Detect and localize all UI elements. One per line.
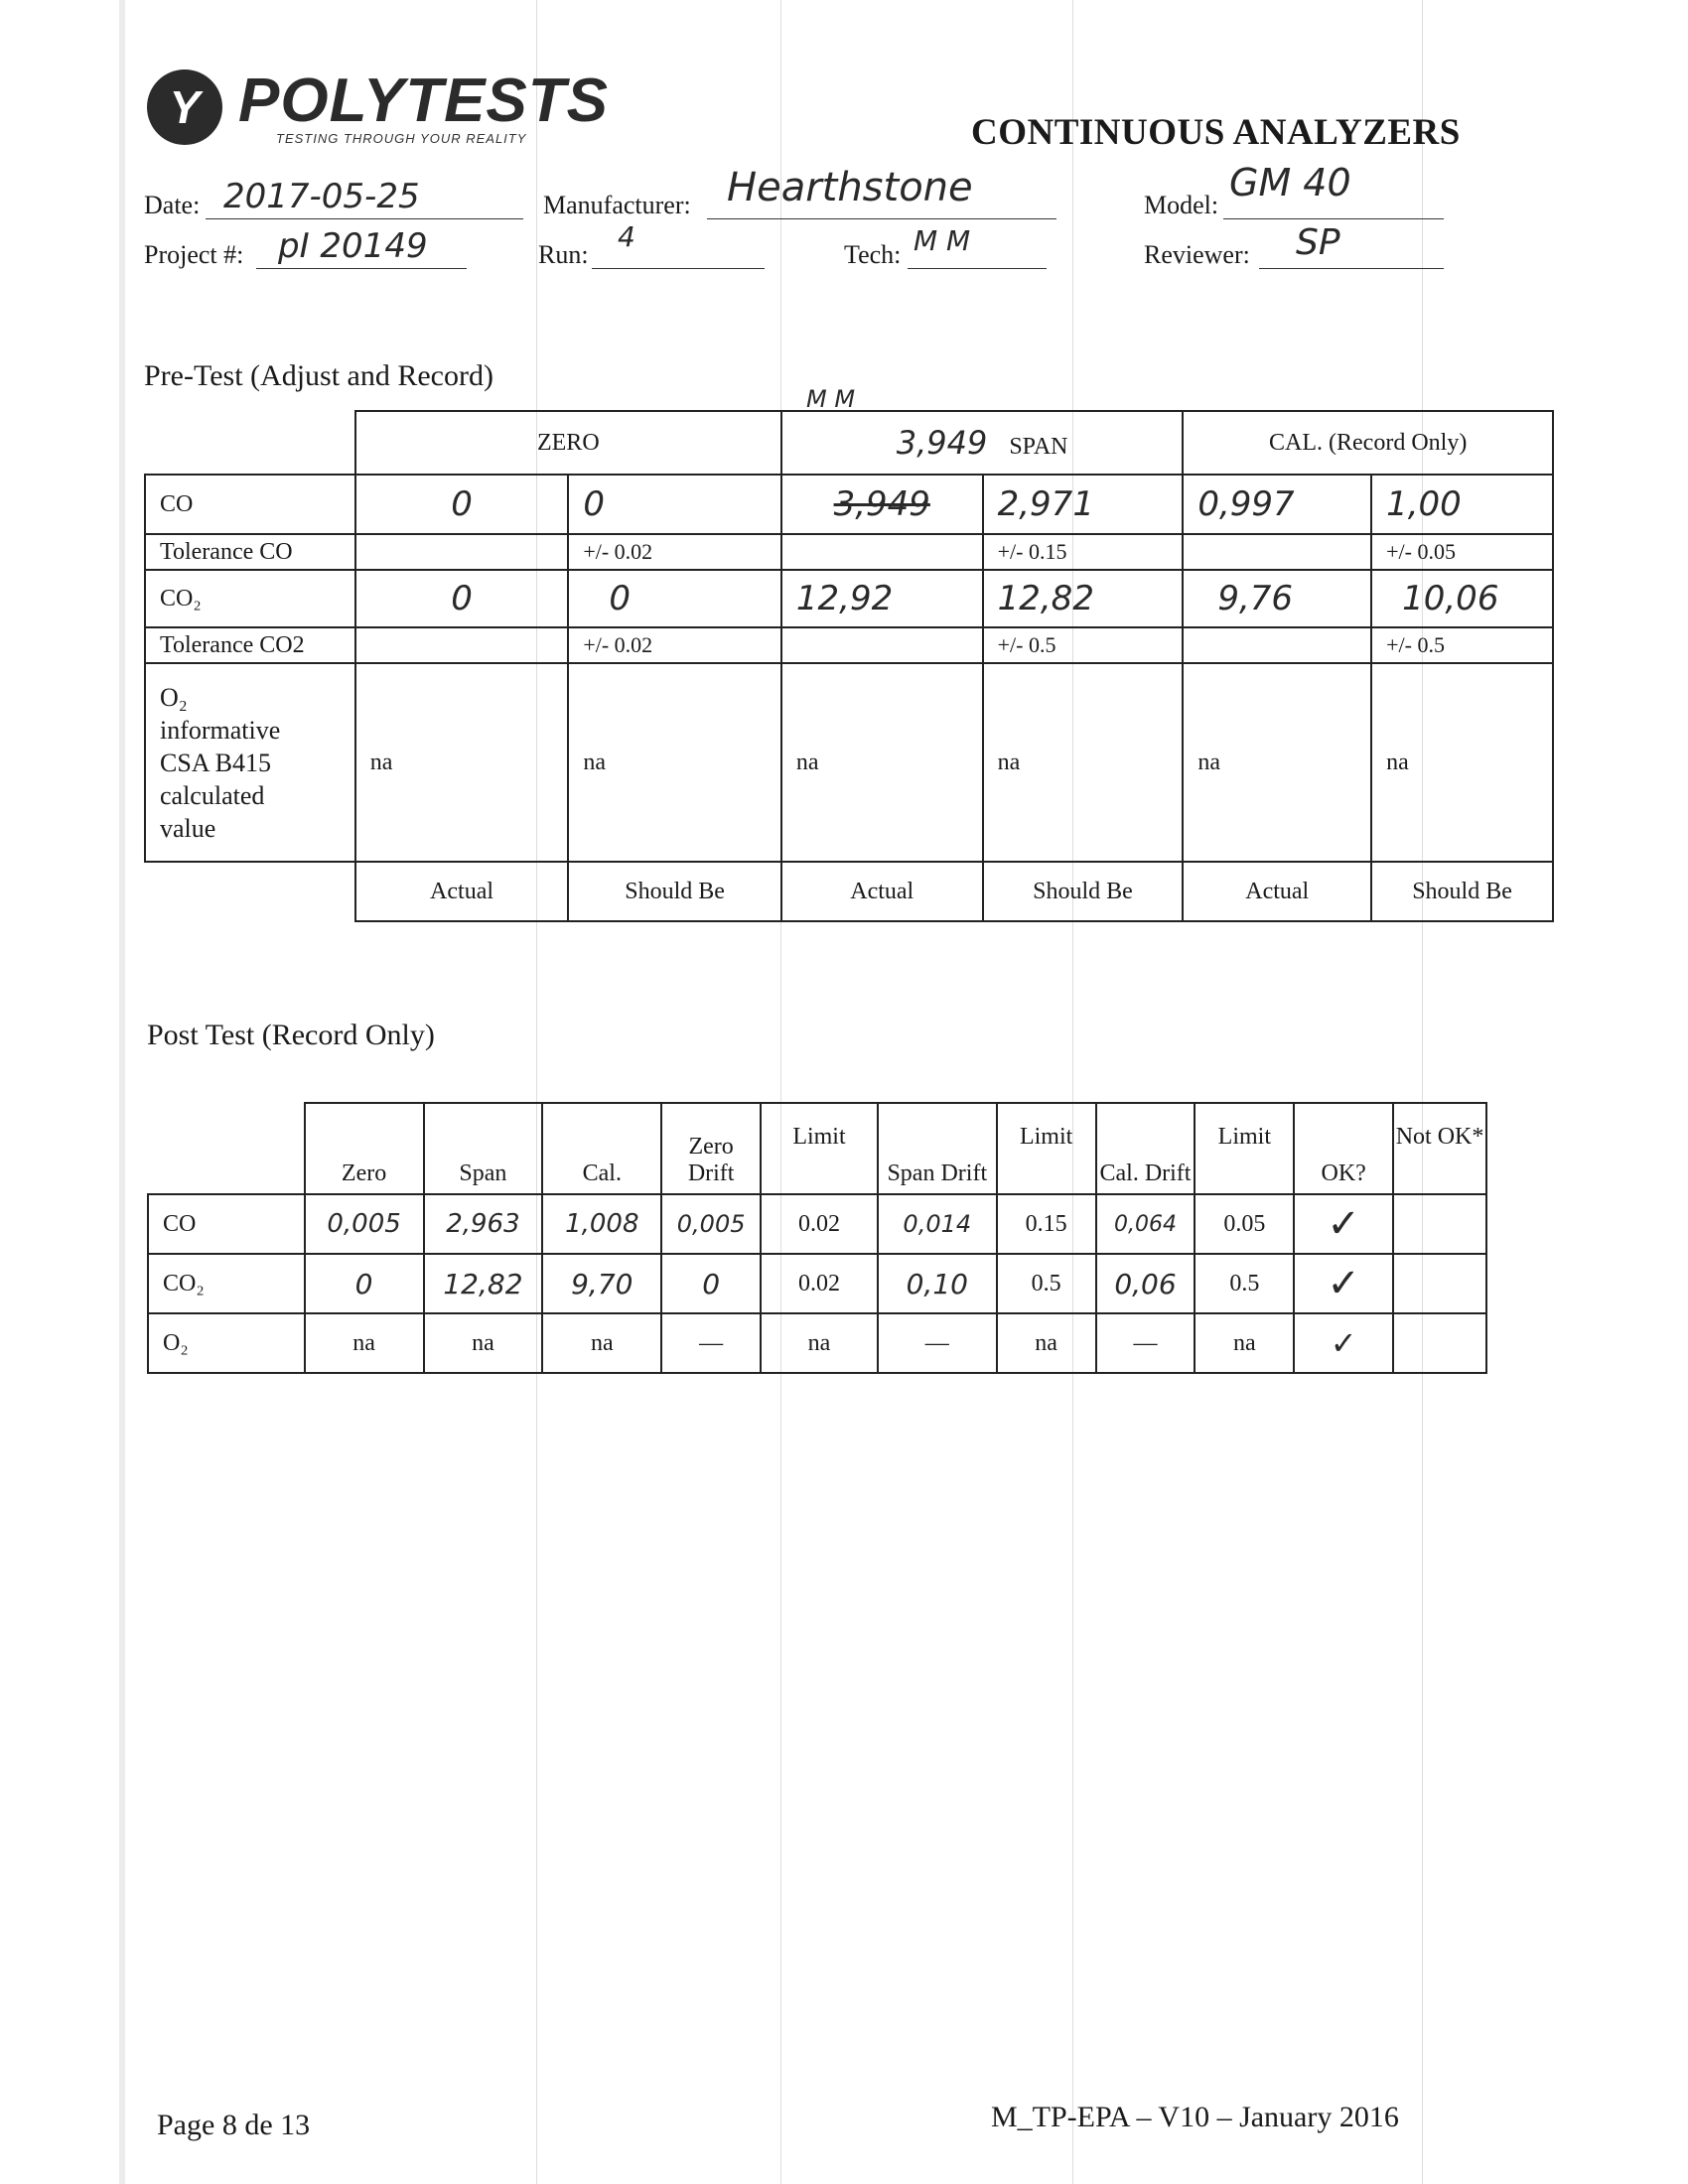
o2-span: na	[424, 1313, 543, 1373]
posttest-table	[147, 1102, 1487, 1374]
co2-span-limit: 0.5	[997, 1254, 1096, 1313]
col-label: Should Be	[568, 862, 781, 921]
co2-zero-should-be: 0	[568, 570, 781, 627]
o2-cal-should-be: na	[1371, 663, 1553, 862]
co2-zero-actual: 0	[355, 570, 569, 627]
co2-zero-drift: 0	[661, 1254, 761, 1313]
pretest-row-tol-co2	[145, 627, 1553, 663]
col-header: Span Drift	[878, 1103, 997, 1194]
co2-span-drift: 0,10	[878, 1254, 997, 1313]
co-span: 2,963	[424, 1194, 543, 1254]
date-value: 2017-05-25	[223, 177, 420, 216]
co-zero-should-be: 0	[568, 475, 781, 534]
col-header: Span	[424, 1103, 543, 1194]
col-header: Limit	[997, 1103, 1096, 1194]
row-label-o2	[145, 663, 355, 862]
pretest-row-tol-co	[145, 534, 1553, 570]
row-label-tol-co2: Tolerance CO2	[145, 627, 355, 663]
o2-ok-check: ✓	[1294, 1313, 1393, 1373]
co2-cal-actual: 9,76	[1183, 570, 1371, 627]
posttest-corner	[148, 1103, 305, 1194]
posttest-header-row	[148, 1103, 1486, 1194]
co-span-actual: 3,949	[781, 475, 983, 534]
co2-span: 12,82	[424, 1254, 543, 1313]
co2-cal: 9,70	[542, 1254, 661, 1313]
posttest-row-co	[148, 1194, 1486, 1254]
col-header: Zero	[305, 1103, 424, 1194]
o2-zero-limit: na	[761, 1313, 878, 1373]
co2-span-actual: 12,92	[781, 570, 983, 627]
tol-co2-cal: +/- 0.5	[1371, 627, 1553, 663]
pretest-row-co	[145, 475, 1553, 534]
tol-co-cal-actual	[1183, 534, 1371, 570]
posttest-row-o2	[148, 1313, 1486, 1373]
pretest-footer-row	[145, 862, 1553, 921]
tol-co2-span-actual	[781, 627, 983, 663]
o2-label-line: O₂	[160, 682, 188, 712]
co2-cal-should-be: 10,06	[1371, 570, 1553, 627]
reviewer-underline	[1259, 268, 1444, 269]
page-number: Page 8 de 13	[157, 2109, 311, 2141]
co-zero-drift: 0,005	[661, 1194, 761, 1254]
o2-label-line: informative	[160, 715, 281, 745]
zero-header: ZERO	[355, 411, 781, 475]
pretest-header-row	[145, 411, 1553, 475]
pretest-row-co2	[145, 570, 1553, 627]
pretest-row-o2	[145, 663, 1553, 862]
co-span-limit: 0.15	[997, 1194, 1096, 1254]
tol-co2-zero: +/- 0.02	[568, 627, 781, 663]
co2-span-should-be: 12,82	[983, 570, 1184, 627]
model-value: GM 40	[1229, 161, 1351, 205]
logo-tagline: TESTING THROUGH YOUR REALITY	[276, 131, 527, 146]
model-label: Model:	[1144, 191, 1219, 219]
col-header: Zero Drift	[661, 1103, 761, 1194]
scan-line	[1422, 0, 1423, 2184]
co-cal: 1,008	[542, 1194, 661, 1254]
pretest-title: Pre-Test (Adjust and Record)	[144, 359, 493, 392]
co2-zero: 0	[305, 1254, 424, 1313]
co2-cal-drift: 0,06	[1096, 1254, 1196, 1313]
co-span-drift: 0,014	[878, 1194, 997, 1254]
tol-co-span: +/- 0.15	[983, 534, 1184, 570]
model-underline	[1223, 218, 1444, 219]
tech-value: M M	[914, 224, 971, 257]
o2-zero-should-be: na	[568, 663, 781, 862]
co-zero-actual: 0	[355, 475, 569, 534]
o2-label-line: CSA B415	[160, 748, 271, 777]
date-underline	[206, 218, 523, 219]
o2-zero-drift: —	[661, 1313, 761, 1373]
run-underline	[592, 268, 765, 269]
manufacturer-underline	[707, 218, 1056, 219]
row-label-co2: CO₂	[145, 570, 355, 627]
co-span-should-be: 2,971	[983, 475, 1184, 534]
row-label-co: CO	[145, 475, 355, 534]
co2-ok-check: ✓	[1294, 1254, 1393, 1313]
co-cal-limit: 0.05	[1195, 1194, 1294, 1254]
o2-cal-limit: na	[1195, 1313, 1294, 1373]
document-reference: M_TP-EPA – V10 – January 2016	[991, 2101, 1399, 2133]
co-cal-should-be: 1,00	[1371, 475, 1553, 534]
reviewer-value: SP	[1296, 222, 1340, 263]
logo-mark-icon: Y	[147, 69, 222, 145]
row-label-o2: O₂	[148, 1313, 305, 1373]
o2-span-limit: na	[997, 1313, 1096, 1373]
pretest-corner	[145, 411, 355, 475]
tol-co2-span: +/- 0.5	[983, 627, 1184, 663]
tol-co-zero-actual	[355, 534, 569, 570]
co-zero: 0,005	[305, 1194, 424, 1254]
span-note: 3,949	[896, 424, 988, 462]
logo-wordmark: POLYTESTS	[238, 67, 610, 135]
col-header: Cal. Drift	[1096, 1103, 1196, 1194]
o2-span-should-be: na	[983, 663, 1184, 862]
cal-header: CAL. (Record Only)	[1183, 411, 1553, 475]
manufacturer-value: Hearthstone	[727, 165, 973, 210]
posttest-title: Post Test (Record Only)	[147, 1019, 435, 1051]
scan-line	[536, 0, 537, 2184]
col-label: Actual	[1183, 862, 1371, 921]
date-label: Date:	[144, 191, 201, 219]
col-header: Limit	[1195, 1103, 1294, 1194]
scan-line	[1072, 0, 1073, 2184]
tol-co-zero: +/- 0.02	[568, 534, 781, 570]
o2-not-ok	[1393, 1313, 1486, 1373]
scan-line	[780, 0, 781, 2184]
o2-label-line: calculated	[160, 780, 265, 810]
posttest-row-co2	[148, 1254, 1486, 1313]
pretest-table	[144, 410, 1554, 922]
reviewer-label: Reviewer:	[1144, 240, 1250, 269]
run-value: 4	[618, 220, 635, 253]
o2-cal: na	[542, 1313, 661, 1373]
tech-underline	[908, 268, 1047, 269]
row-label-tol-co: Tolerance CO	[145, 534, 355, 570]
col-label: Actual	[355, 862, 569, 921]
col-header: OK?	[1294, 1103, 1393, 1194]
o2-label-line: value	[160, 813, 216, 843]
col-header: Not OK*	[1393, 1103, 1486, 1194]
co2-zero-limit: 0.02	[761, 1254, 878, 1313]
document-title: CONTINUOUS ANALYZERS	[971, 112, 1461, 153]
co2-not-ok	[1393, 1254, 1486, 1313]
o2-cal-actual: na	[1183, 663, 1371, 862]
col-label: Actual	[781, 862, 983, 921]
co-zero-limit: 0.02	[761, 1194, 878, 1254]
tol-co-cal: +/- 0.05	[1371, 534, 1553, 570]
pretest-footer-corner	[145, 862, 355, 921]
o2-span-drift: —	[878, 1313, 997, 1373]
scan-edge	[119, 0, 125, 2184]
o2-cal-drift: —	[1096, 1313, 1196, 1373]
row-label-co: CO	[148, 1194, 305, 1254]
o2-span-actual: na	[781, 663, 983, 862]
co-cal-drift: 0,064	[1096, 1194, 1196, 1254]
col-header: Limit	[761, 1103, 878, 1194]
co2-cal-limit: 0.5	[1195, 1254, 1294, 1313]
project-underline	[256, 268, 467, 269]
co-cal-actual: 0,997	[1183, 475, 1371, 534]
project-value: pI 20149	[278, 226, 428, 266]
co-not-ok	[1393, 1194, 1486, 1254]
company-logo	[147, 66, 610, 155]
tol-co-span-actual	[781, 534, 983, 570]
span-header: 3,949 SPAN	[781, 411, 1183, 475]
o2-zero: na	[305, 1313, 424, 1373]
run-label: Run:	[538, 240, 589, 269]
co-ok-check: ✓	[1294, 1194, 1393, 1254]
tol-co2-cal-actual	[1183, 627, 1371, 663]
manufacturer-label: Manufacturer:	[543, 191, 691, 219]
col-label: Should Be	[1371, 862, 1553, 921]
col-label: Should Be	[983, 862, 1184, 921]
row-label-co2: CO₂	[148, 1254, 305, 1313]
o2-zero-actual: na	[355, 663, 569, 862]
span-initials: M M	[806, 385, 856, 413]
tol-co2-zero-actual	[355, 627, 569, 663]
project-label: Project #:	[144, 240, 244, 269]
tech-label: Tech:	[844, 240, 902, 269]
col-header: Cal.	[542, 1103, 661, 1194]
